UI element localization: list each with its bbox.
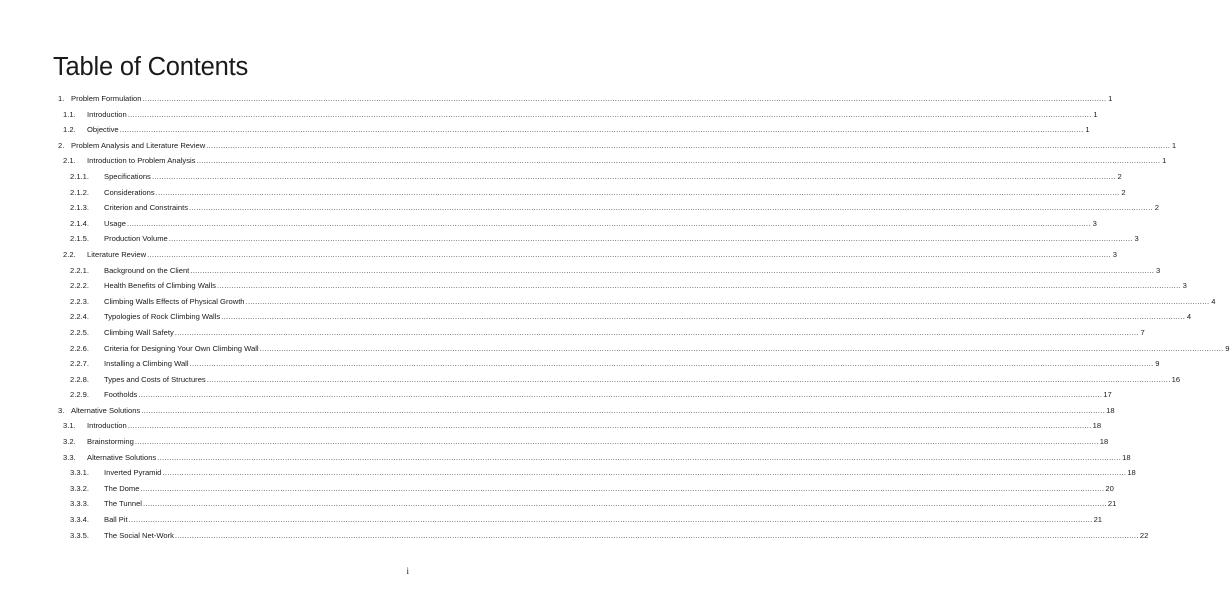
toc-entry[interactable] [0,107,1098,123]
dot-leader: ................................................................................................................................................................................................................................................................................................................................................................................................................ [147,249,1112,259]
toc-entry-number: 1.1. [63,109,76,119]
page-number: i [406,566,409,576]
toc-entry-line [104,169,1122,185]
dot-leader: ................................................................................................................................................................................................................................................................................................................................................................................................................ [190,265,1155,275]
toc-entry-number: 2.1. [63,156,76,166]
toc-entry-label: Alternative Solutions [87,452,157,462]
toc-entry[interactable] [0,528,1149,544]
toc-entry-line [104,496,1117,512]
toc-entry-number: 3.1. [63,421,76,431]
toc-entry-line [104,387,1112,403]
dot-leader: ................................................................................................................................................................................................................................................................................................................................................................................................................ [206,374,1171,384]
toc-entry-number: 3.3. [63,452,76,462]
toc-entry-page: 4 [1186,312,1192,322]
dot-leader: ................................................................................................................................................................................................................................................................................................................................................................................................................ [259,343,1224,353]
dot-leader: ................................................................................................................................................................................................................................................................................................................................................................................................................ [155,187,1120,197]
toc-entry-number: 3.3.5. [70,530,89,540]
toc-entry-label: Introduction [87,109,127,119]
toc-entry-page: 18 [1092,421,1102,431]
toc-entry-page: 16 [1171,374,1181,384]
toc-entry-page: 1 [1162,156,1167,166]
toc-entry-page: 2 [1121,187,1126,197]
toc-entry-page: 9 [1155,359,1160,369]
toc-entry-label: Literature Review [87,249,147,259]
toc-entry-number: 2.1.4. [70,218,89,228]
toc-entry-number: 2.2.9. [70,390,89,400]
toc-entry-page: 1 [1093,109,1098,119]
dot-leader: ................................................................................................................................................................................................................................................................................................................................................................................................................ [174,327,1139,337]
dot-leader: ................................................................................................................................................................................................................................................................................................................................................................................................................ [138,390,1103,400]
dot-leader: ................................................................................................................................................................................................................................................................................................................................................................................................................ [126,218,1091,228]
toc-entry-line [104,200,1159,216]
toc-entry-line [104,356,1160,372]
toc-entry-label: Problem Analysis and Literature Review [71,140,206,150]
dot-leader: ................................................................................................................................................................................................................................................................................................................................................................................................................ [119,125,1084,135]
toc-entry-label: Specifications [104,171,151,181]
dot-leader: ................................................................................................................................................................................................................................................................................................................................................................................................................ [127,109,1092,119]
toc-entry-label: Criterion and Constraints [104,203,188,213]
toc-entry-page: 21 [1107,499,1117,509]
toc-entry-number: 2.1.2. [70,187,89,197]
toc-entry-page: 18 [1099,437,1109,447]
dot-leader: ................................................................................................................................................................................................................................................................................................................................................................................................................ [189,359,1154,369]
toc-entry-line [104,528,1149,544]
toc-entry[interactable] [0,138,1177,154]
toc-entry[interactable] [0,122,1090,138]
dot-leader: ................................................................................................................................................................................................................................................................................................................................................................................................................ [140,483,1105,493]
toc-entry-page: 1 [1085,125,1090,135]
toc-entry-label: Footholds [104,390,138,400]
toc-entry-number: 3. [58,405,65,415]
toc-entry-number: 2.1.3. [70,203,89,213]
toc-entry-page: 2 [1154,203,1159,213]
toc-entry-label: Types and Costs of Structures [104,374,206,384]
toc-entry-line [87,434,1109,450]
toc-entry-page: 21 [1093,515,1103,525]
dot-leader: ................................................................................................................................................................................................................................................................................................................................................................................................................ [216,281,1181,291]
toc-entry-label: The Tunnel [104,499,142,509]
toc-entry-line [71,91,1113,107]
toc-entry[interactable] [0,341,1230,357]
toc-entry[interactable] [0,356,1160,372]
toc-entry-number: 3.3.4. [70,515,89,525]
dot-leader: ................................................................................................................................................................................................................................................................................................................................................................................................................ [196,156,1161,166]
toc-entry-line [104,372,1181,388]
dot-leader: ................................................................................................................................................................................................................................................................................................................................................................................................................ [142,94,1107,103]
toc-entry[interactable] [0,247,1118,263]
toc-entry-line [104,325,1145,341]
toc-entry-line [104,294,1216,310]
toc-entry-page: 9 [1225,343,1230,353]
toc-entry[interactable] [0,387,1112,403]
toc-entry-label: Inverted Pyramid [104,468,162,478]
toc-entry-line [87,153,1167,169]
toc-entry-page: 1 [1108,94,1113,103]
toc-entry-line [104,309,1192,325]
dot-leader: ................................................................................................................................................................................................................................................................................................................................................................................................................ [168,234,1133,244]
toc-entry-line [71,138,1177,154]
toc-entry-line [87,418,1102,434]
toc-entry-label: Installing a Climbing Wall [104,359,189,369]
toc-entry-line [104,263,1161,279]
dot-leader: ................................................................................................................................................................................................................................................................................................................................................................................................................ [151,171,1116,181]
toc-entry[interactable] [0,278,1187,294]
toc-entry[interactable] [0,403,1115,419]
toc-entry-number: 2.1.5. [70,234,89,244]
toc-entry[interactable] [0,200,1159,216]
toc-entry-line [104,278,1187,294]
toc-entry-line [87,107,1098,123]
toc-entry-page: 18 [1127,468,1136,478]
toc-entry[interactable] [0,231,1139,247]
toc-entry-line [87,247,1118,263]
toc-entry[interactable] [0,294,1216,310]
toc-entry-number: 2.2.8. [70,374,89,384]
dot-leader: ................................................................................................................................................................................................................................................................................................................................................................................................................ [206,140,1171,150]
toc-entry-line [104,216,1097,232]
toc-entry-label: Considerations [104,187,155,197]
toc-entry-number: 3.3.2. [70,483,89,493]
toc-entry[interactable] [0,450,1131,466]
toc-entry-label: Health Benefits of Climbing Walls [104,281,216,291]
toc-entry-line [104,512,1103,528]
toc-entry[interactable] [0,434,1109,450]
toc-entry-page: 1 [1171,140,1177,150]
toc-entry-page: 18 [1122,452,1131,462]
dot-leader: ................................................................................................................................................................................................................................................................................................................................................................................................................ [221,312,1186,322]
toc-entry-label: Introduction to Problem Analysis [87,156,196,166]
toc-entry[interactable] [0,465,1136,481]
toc-entry-label: The Social Net-Work [104,530,174,540]
dot-leader: ................................................................................................................................................................................................................................................................................................................................................................................................................ [127,421,1092,431]
toc-entry-number: 2.2.5. [70,327,89,337]
toc-entry-page: 3 [1112,249,1118,259]
toc-entry-page: 20 [1105,483,1114,493]
toc-entry-label: Problem Formulation [71,94,142,103]
toc-entry-number: 2.2.4. [70,312,89,322]
toc-entry-page: 2 [1117,171,1122,181]
toc-entry-page: 3 [1155,265,1161,275]
toc-entry-number: 2.2. [63,249,76,259]
toc-entry-page: 3 [1092,218,1097,228]
toc-entry-line [104,481,1114,497]
toc-entry-line [87,122,1090,138]
toc-entry[interactable] [0,185,1126,201]
toc-entry[interactable] [0,309,1192,325]
toc-entry-label: Brainstorming [87,437,134,447]
toc-entry-page: 17 [1103,390,1112,400]
toc-entry-number: 1.2. [63,125,76,135]
toc-entry-number: 2.2.2. [70,281,89,291]
toc-entry-number: 2.2.6. [70,343,89,353]
toc-entry[interactable] [0,372,1181,388]
toc-entry-number: 2.2.3. [70,296,89,306]
toc-entry-page: 7 [1140,327,1145,337]
toc-entry-number: 3.3.3. [70,499,89,509]
toc-entry[interactable] [0,481,1114,497]
toc-entry-number: 1. [58,94,65,103]
toc-entry-label: Background on the Client [104,265,190,275]
toc-entry[interactable] [0,512,1103,528]
dot-leader: ................................................................................................................................................................................................................................................................................................................................................................................................................ [143,499,1107,509]
dot-leader: ................................................................................................................................................................................................................................................................................................................................................................................................................ [189,203,1153,213]
toc-entry-label: Climbing Walls Effects of Physical Growth [104,296,245,306]
toc-entry-line [104,185,1126,201]
toc-entry-label: Ball Pit [104,515,128,525]
toc-entry-line [104,341,1230,357]
toc-entry-page: 3 [1182,281,1187,291]
toc-entry-line [87,450,1131,466]
dot-leader: ................................................................................................................................................................................................................................................................................................................................................................................................................ [157,452,1122,462]
toc-entry-label: Climbing Wall Safety [104,327,174,337]
toc-entry[interactable] [0,418,1102,434]
dot-leader: ................................................................................................................................................................................................................................................................................................................................................................................................................ [134,437,1099,447]
toc-entry-page: 4 [1211,296,1216,306]
toc-entry-number: 3.2. [63,437,76,447]
dot-leader: ................................................................................................................................................................................................................................................................................................................................................................................................................ [128,515,1093,525]
toc-entry[interactable] [0,91,1113,107]
toc-entry-label: Alternative Solutions [71,405,141,415]
toc-list [0,91,1230,543]
toc-entry-label: Objective [87,125,119,135]
toc-entry-label: Criteria for Designing Your Own Climbing Wall [104,343,259,353]
dot-leader: ................................................................................................................................................................................................................................................................................................................................................................................................................ [141,405,1106,415]
toc-entry[interactable] [0,325,1145,341]
toc-entry[interactable] [0,263,1161,279]
toc-entry-number: 2.1.1. [70,171,89,181]
toc-entry[interactable] [0,169,1122,185]
toc-entry-number: 3.3.1. [70,468,89,478]
toc-entry[interactable] [0,496,1117,512]
toc-entry-line [104,231,1139,247]
toc-entry[interactable] [0,153,1167,169]
toc-entry-page: 22 [1139,530,1149,540]
toc-entry-line [71,403,1115,419]
toc-entry-number: 2.2.1. [70,265,89,275]
page-title: Table of Contents [53,53,249,81]
dot-leader: ................................................................................................................................................................................................................................................................................................................................................................................................................ [162,468,1127,478]
toc-entry-label: Introduction [87,421,127,431]
toc-entry-label: Typologies of Rock Climbing Walls [104,312,221,322]
dot-leader: ................................................................................................................................................................................................................................................................................................................................................................................................................ [245,296,1210,306]
toc-entry-page: 3 [1134,234,1139,244]
toc-entry-line [104,465,1136,481]
toc-entry-label: Usage [104,218,126,228]
toc-entry-number: 2.2.7. [70,359,89,369]
dot-leader: ................................................................................................................................................................................................................................................................................................................................................................................................................ [174,530,1139,540]
toc-entry-label: Production Volume [104,234,168,244]
toc-entry-page: 18 [1106,405,1115,415]
toc-entry-label: The Dome [104,483,140,493]
toc-entry[interactable] [0,216,1097,232]
toc-entry-number: 2. [58,140,65,150]
